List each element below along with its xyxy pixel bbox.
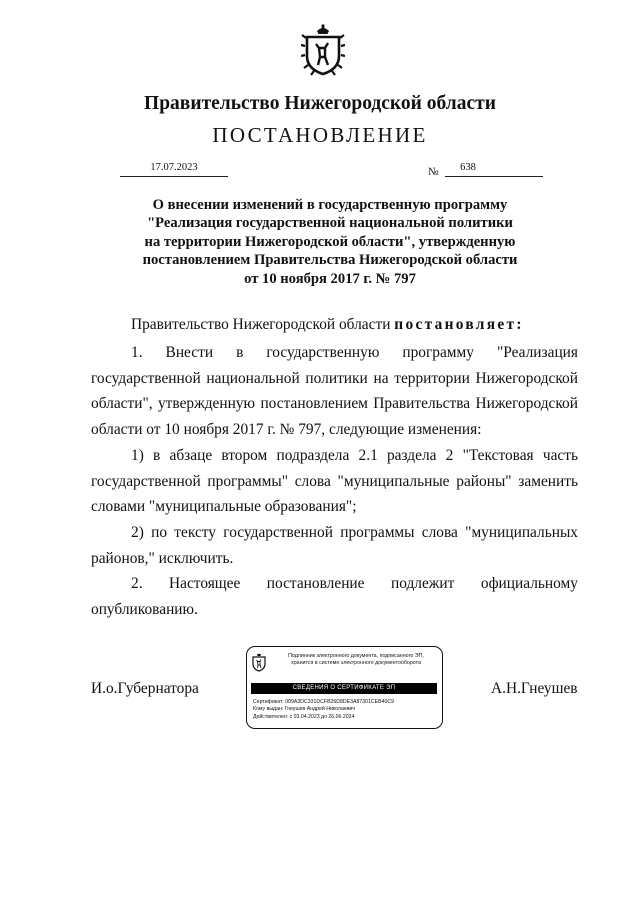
paragraph-1-item-1: 1) в абзаце втором подраздела 2.1 раздела 2 "Текстовая часть государственной программы" слова "муниципальные районы" заменить словами "муниципальные образования"; (91, 447, 578, 516)
certificate-validity: Действителен: с 03.04.2023 до 26.06.2024 (253, 713, 355, 720)
paragraph-1: 1. Внести в государственную программу "Реализация государственной национальной политики на территории Нижегородской области", утвержденную постановлением Правительства Нижегородской области от 10 ноября 2017 г. № 797, следующие изменения: (91, 344, 578, 439)
certificate-details (253, 699, 394, 721)
intro-text: Правительство Нижегородской области (131, 316, 395, 333)
subject-line: О внесении изменений в государственную программу (152, 197, 508, 213)
resolution-intro (131, 316, 524, 334)
paragraph-1-item-2: 2) по тексту государственной программы слова "муниципальных районов," исключить. (91, 524, 578, 567)
subject-line: на территории Нижегородской области", утвержденную (144, 233, 516, 250)
subject-line: постановлением Правительства Нижегородской области (142, 252, 518, 269)
signer-name: А.Н.Гнеушев (491, 680, 578, 697)
stamp-note (273, 653, 439, 666)
signer-position: И.о.Губернатора (91, 680, 199, 697)
certificate-banner: СВЕДЕНИЯ О СЕРТИФИКАТЕ ЭП (251, 683, 437, 694)
document-number: 638 (460, 162, 476, 173)
document-date: 17.07.2023 (150, 162, 198, 173)
document-type-title: ПОСТАНОВЛЕНИЕ (212, 123, 428, 147)
stamp-note-line: хранится в системе электронного документооборота (291, 659, 421, 666)
document-subject (120, 196, 540, 288)
subject-line: от 10 ноября 2017 г. № 797 (244, 270, 416, 287)
stamp-note-line: Подлинник электронного документа, подписанного ЭП, (288, 653, 424, 659)
coat-of-arms-emblem (301, 24, 345, 78)
subject-line: "Реализация государственной национальной политики (147, 215, 513, 232)
certificate-id: Сертификат: 009A3DC331DCFB26D8DE3A87301CEB40C9 (253, 699, 394, 705)
government-title: Правительство Нижегородской области (144, 93, 496, 114)
resolves-word: постановляет: (394, 316, 524, 333)
certificate-owner: Кому выдан: Гнеушев Андрей Николаевич (253, 706, 356, 713)
number-sign: № (428, 166, 439, 178)
stamp-emblem-icon (251, 653, 267, 672)
e-signature-stamp (246, 646, 443, 729)
paragraph-2: 2. Настоящее постановление подлежит официальному опубликованию. (91, 575, 578, 618)
